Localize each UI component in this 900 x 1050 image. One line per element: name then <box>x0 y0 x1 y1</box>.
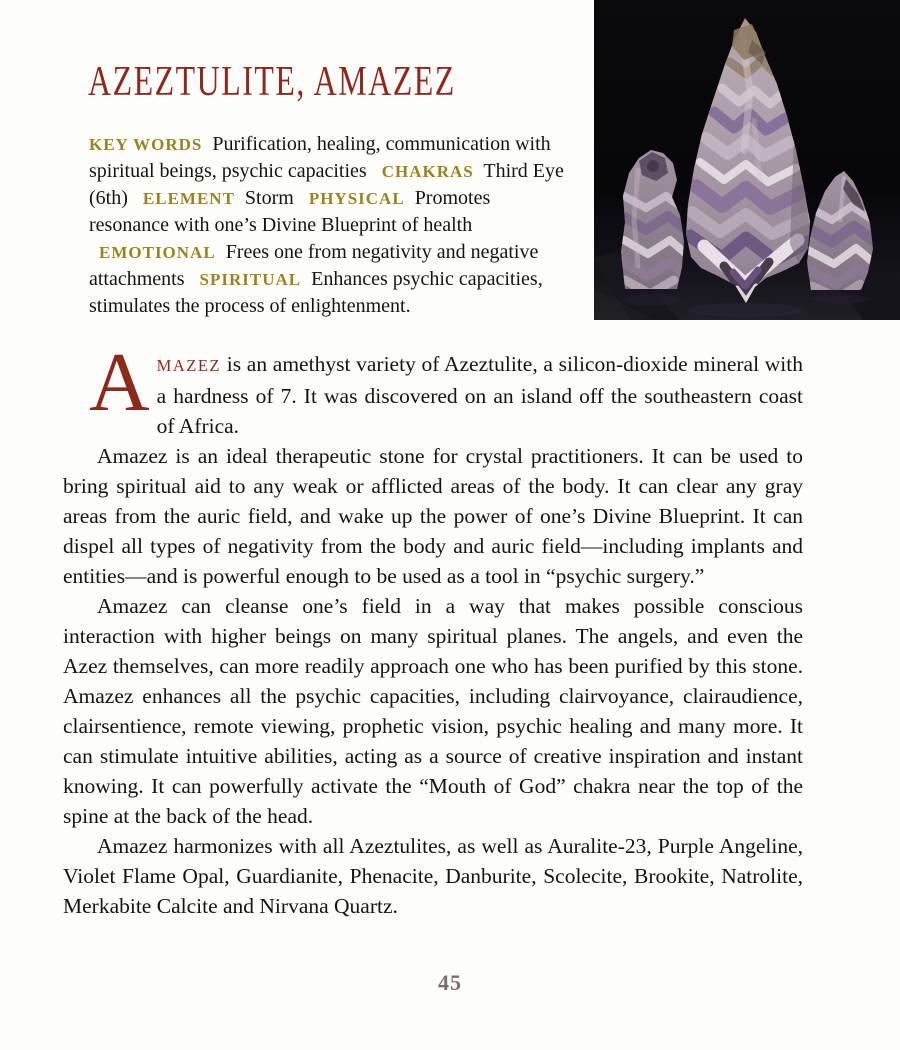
keywords-block <box>89 131 565 320</box>
keyword-segment <box>133 187 294 209</box>
article-body <box>63 336 803 921</box>
keyword-text: Purification, healing, communication with spiritual beings, psychic capacities <box>89 133 551 182</box>
keyword-text: Storm <box>244 187 294 209</box>
keyword-label: PHYSICAL <box>308 189 405 208</box>
keyword-label: SPIRITUAL <box>199 270 302 289</box>
keyword-text: Third Eye (6th) <box>89 160 564 209</box>
drop-cap: A <box>89 336 150 429</box>
amazez-crystals-photo <box>594 0 900 320</box>
paragraph-lead <box>89 336 803 441</box>
page-title: AZEZTULITE, AMAZEZ <box>88 59 456 105</box>
keyword-label: KEY WORDS <box>89 135 203 154</box>
keyword-text: Frees one from negativity and negative attachments <box>89 241 539 290</box>
keyword-label: EMOTIONAL <box>99 243 216 262</box>
keyword-text: Enhances psychic capacities, stimulates the process of enlightenment. <box>89 268 543 317</box>
page-number: 45 <box>438 970 462 995</box>
amazez-crystals-illustration <box>594 0 900 320</box>
paragraph: Amazez harmonizes with all Azeztulites, as well as Auralite-23, Purple Angeline, Violet Flame Opal, Guardianite, Phenacite, Danburite, Scolecite, Brookite, Natrolite, Merkabite Calcite and Nirvana Quartz. <box>63 834 803 918</box>
keyword-text: Promotes resonance with one’s Divine Blueprint of health <box>89 187 491 236</box>
paragraph: Amazez is an ideal therapeutic stone for crystal practitioners. It can be used to bring spiritual aid to any weak or afflicted areas of the body. It can clear any gray areas from the auric field, and wake up the power of one’s Divine Blueprint. It can dispel all types of negativity from the body and auric field—including implants and entities—and is powerful enough to be used as a tool in “psychic surgery.” <box>63 444 803 588</box>
paragraph-text: is an amethyst variety of Azeztulite, a silicon-dioxide mineral with a hardness of 7. It was discovered on an island off the southeastern coast of Africa. <box>156 352 803 438</box>
keyword-label: ELEMENT <box>142 189 235 208</box>
stone-left <box>621 150 684 294</box>
lead-small-caps: MAZEZ <box>156 356 221 375</box>
keyword-label: CHAKRAS <box>381 162 474 181</box>
paragraph: Amazez can cleanse one’s field in a way that makes possible conscious interaction with higher beings on many spiritual planes. The angels, and even the Azez themselves, can more readily approach one who has been purified by this stone. Amazez enhances all the psychic capacities, including clairvoyance, clairaudience, clairsentience, remote viewing, prophetic vision, psychic healing and many more. It can stimulate intuitive abilities, acting as a source of creative inspiration and instant knowing. It can powerfully activate the “Mouth of God” chakra near the top of the spine at the back of the head. <box>63 594 803 828</box>
